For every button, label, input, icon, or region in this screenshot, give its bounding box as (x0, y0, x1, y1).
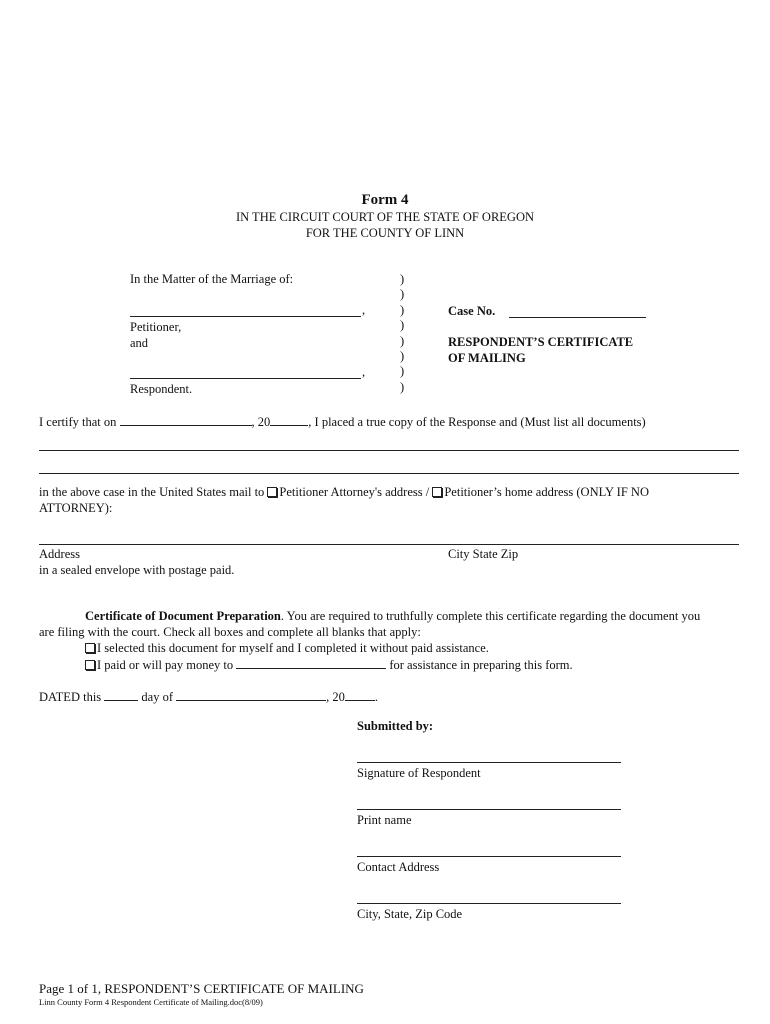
paren: ) (400, 287, 405, 302)
print-name-field[interactable] (357, 809, 621, 810)
print-name-label: Print name (357, 813, 412, 827)
paren: ) (400, 318, 405, 333)
prep-intro-line-2: are filing with the court. Check all boxes and complete all blanks that apply: (39, 625, 421, 639)
home-option-label: Petitioner’s home address (ONLY IF NO (444, 485, 649, 499)
paid-to-field[interactable] (236, 657, 386, 669)
case-no-label: Case No. (448, 304, 496, 318)
certify-date-field[interactable] (120, 414, 252, 426)
submitted-by-label: Submitted by: (357, 719, 434, 733)
county-heading: FOR THE COUNTY OF LINN (305, 226, 465, 240)
case-no-field[interactable] (509, 317, 646, 318)
home-checkbox[interactable] (432, 487, 442, 497)
documents-line-2[interactable] (39, 473, 739, 474)
paren: ) (400, 333, 405, 348)
footer-file-line: Linn County Form 4 Respondent Certificate of Mailing.doc(8/09) (39, 997, 263, 1007)
paren: ) (400, 349, 405, 364)
respondent-comma: , (362, 365, 366, 379)
signature-field[interactable] (357, 762, 621, 763)
mailing-line-1 (39, 485, 649, 500)
attorney-checkbox[interactable] (267, 487, 277, 497)
city-state-zip-label: City State Zip (448, 547, 519, 561)
paren: ) (400, 379, 405, 394)
certify-year-prefix: , 20 (251, 415, 271, 429)
dated-year-field[interactable] (345, 689, 375, 701)
address-line[interactable] (39, 544, 739, 545)
contact-address-field[interactable] (357, 856, 621, 857)
city-state-zip-field[interactable] (357, 903, 621, 904)
signature-label: Signature of Respondent (357, 766, 481, 780)
dated-day-of: day of (141, 690, 173, 704)
self-prepared-checkbox[interactable] (85, 643, 95, 653)
prep-intro-line-1 (85, 609, 700, 624)
paren: ) (400, 302, 405, 317)
petitioner-name-line[interactable] (130, 316, 361, 317)
petitioner-label: Petitioner, (130, 320, 182, 334)
form-number: Form 4 (361, 192, 409, 208)
dated-year-prefix: , 20 (326, 690, 345, 704)
contact-address-label: Contact Address (357, 860, 440, 874)
petitioner-comma: , (362, 303, 366, 317)
caption-parens (400, 272, 404, 395)
prep-intro-rest: . You are required to truthfully complete this certificate regarding the document you (280, 609, 701, 623)
mailing-prefix: in the above case in the United States mail to (39, 485, 265, 499)
mailing-line-2: ATTORNEY): (39, 501, 113, 515)
certify-year-field[interactable] (270, 414, 308, 426)
paren: ) (400, 364, 405, 379)
certify-suffix: , I placed a true copy of the Response and (Must list all documents) (308, 415, 646, 429)
matter-label: In the Matter of the Marriage of: (130, 272, 294, 286)
footer-page-line: Page 1 of 1, RESPONDENT’S CERTIFICATE OF MAILING (39, 981, 364, 996)
prep-option-1 (85, 641, 489, 656)
self-prepared-label: I selected this document for myself and I completed it without paid assistance. (97, 641, 489, 655)
certify-prefix: I certify that on (39, 415, 117, 429)
respondent-name-line[interactable] (130, 378, 361, 379)
prep-heading: Certificate of Document Preparation (85, 609, 281, 623)
court-heading: IN THE CIRCUIT COURT OF THE STATE OF OREGON (235, 210, 535, 224)
dated-end: . (374, 690, 378, 704)
paid-assistance-suffix: for assistance in preparing this form. (389, 658, 573, 672)
attorney-option-label: Petitioner Attorney's address / (279, 485, 430, 499)
dated-day-field[interactable] (104, 689, 138, 701)
dated-prefix: DATED this (39, 690, 102, 704)
address-label: Address (39, 547, 80, 561)
documents-line-1[interactable] (39, 450, 739, 451)
doc-title-line-1: RESPONDENT’S CERTIFICATE (448, 335, 634, 349)
certify-sentence (39, 414, 646, 430)
dated-line (39, 689, 378, 705)
dated-month-field[interactable] (176, 689, 326, 701)
paid-assistance-checkbox[interactable] (85, 660, 95, 670)
prep-option-2 (85, 657, 573, 673)
and-label: and (130, 336, 149, 350)
respondent-label: Respondent. (130, 382, 193, 396)
doc-title-line-2: OF MAILING (448, 351, 526, 365)
paren: ) (400, 272, 405, 286)
envelope-note: in a sealed envelope with postage paid. (39, 563, 235, 577)
paid-assistance-prefix: I paid or will pay money to (97, 658, 234, 672)
city-state-zip-code-label: City, State, Zip Code (357, 907, 463, 921)
